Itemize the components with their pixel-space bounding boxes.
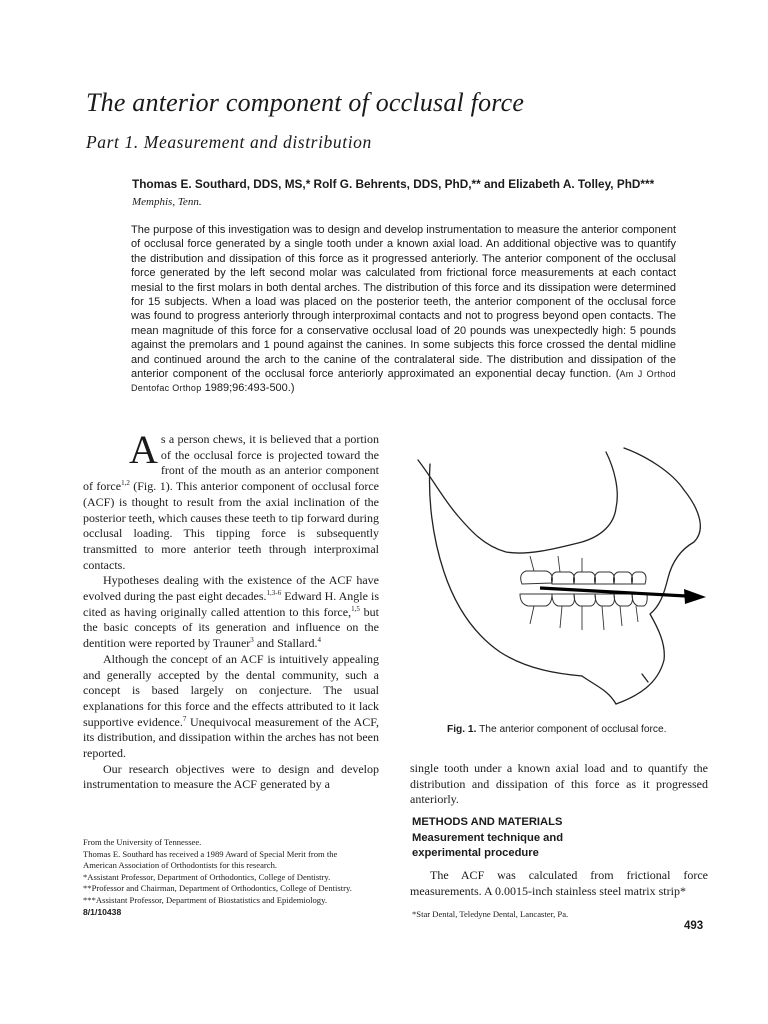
subsection-heading-line: Measurement technique and xyxy=(412,832,564,844)
section-heading: METHODS AND MATERIALS xyxy=(412,816,563,828)
article-code: 8/1/10438 xyxy=(83,906,122,917)
author-list: Thomas E. Southard, DDS, MS,* Rolf G. Behrents, DDS, PhD,** and Elizabeth A. Tolley, PhD*** xyxy=(132,177,655,191)
article-subtitle: Part 1. Measurement and distribution xyxy=(86,132,372,152)
intro-text-a: s a person chews, it is believed that a portion of the occlusal force is projected toward the front of the mouth as an anterior component of force xyxy=(83,432,379,494)
body-paragraph: Our research objectives were to design and develop instrumentation to measure the ACF generated by a xyxy=(83,761,379,792)
abstract-text: The purpose of this investigation was to design and develop instrumentation to measure the anterior component of occlusal force generated by a single tooth under a known axial load. An additional objective was to quantify the distribution and dissipation of this force as it progressed anteriorly. The anterior component of the occlusal force generated by the left second molar was calculated from frictional force measurements at each contact mesial to the first molars in both dental arches. The distribution of this force and its dissipation were determined for 15 subjects. When a load was placed on the posterior teeth, the anterior component of the occlusal force was found to progress anteriorly through interproximal contacts and not to progress beyond open contacts. The mean magnitude of this force for a conservative occlusal load of 20 pounds was unexpectedly high: 5 pounds against the premolars and 1 pound against the canines. In some subjects this force crossed the dental midline and continued around the arch to the canine of the contralateral side. The distribution and dissipation of the anterior component of the occlusal force anteriorly approximated an exponential decay function. ( xyxy=(131,224,676,381)
mandible-lower-edge xyxy=(582,676,616,704)
body-left-column xyxy=(83,427,380,793)
body-right-column xyxy=(410,761,708,808)
reference-marker: 1,3-6 xyxy=(266,589,282,598)
subsection-heading xyxy=(412,831,563,861)
paragraph-text: Although the concept of an ACF is intuitively appealing and generally accepted by the dental community, such a concept is based largely on conjecture. The usual explanations for this force and the effects attributed to it lack supportive evidence. xyxy=(83,651,379,729)
article-title: The anterior component of occlusal force xyxy=(86,88,525,117)
drop-cap: A xyxy=(129,427,158,472)
paragraph-text: Unequivocal measurement of the ACF, its distribution, and dissipation within the arches has not been reported. xyxy=(83,714,379,761)
abstract xyxy=(131,223,676,396)
footnotes xyxy=(83,837,383,918)
abstract-citation-journal: Am J Orthod Dentofac Orthop xyxy=(131,369,676,394)
intro-paragraph xyxy=(83,427,379,573)
footnote-line: **Professor and Chairman, Department of Orthodontics, College of Dentistry. xyxy=(83,883,352,894)
paragraph-text: Edward H. Angle is cited as having originally called attention to this force, xyxy=(83,589,380,619)
footnote-line: ***Assistant Professor, Department of Biostatistics and Epidemiology. xyxy=(83,894,327,905)
footnote-line: Thomas E. Southard has received a 1989 Award of Special Merit from the xyxy=(83,848,338,859)
methods-paragraph: The ACF was calculated from frictional force measurements. A 0.0015-inch stainless steel matrix strip* xyxy=(410,868,708,898)
force-arrow xyxy=(540,588,706,604)
footnote-line: *Assistant Professor, Department of Orthodontics, College of Dentistry. xyxy=(83,871,331,882)
figure-caption-text: The anterior component of occlusal force. xyxy=(476,724,667,735)
paragraph-text: Hypotheses dealing with the existence of the ACF have evolved during the past eight decades. xyxy=(83,573,379,604)
continued-paragraph: single tooth under a known axial load and to quantify the distribution and dissipation of this force as it progressed anteriorly. xyxy=(410,761,708,807)
jaw-figure xyxy=(410,438,710,720)
intro-text-b: (Fig. 1). This anterior component of occlusal force (ACF) is thought to result from the axial inclination of the posterior teeth, which causes these teeth to tip forward during occlusal loading. This tipping force is subsequently transmitted to more anterior teeth through interproximal contacts. xyxy=(83,479,379,572)
reference-marker: 3 xyxy=(250,636,254,645)
reference-marker: 7 xyxy=(182,714,187,723)
body-paragraph xyxy=(83,652,379,762)
paragraph-text: and Stallard. xyxy=(253,636,318,651)
footnote-line: American Association of Orthodontists for this research. xyxy=(83,860,278,871)
reference-marker: 1,5 xyxy=(351,604,360,613)
upper-teeth xyxy=(521,571,646,584)
reference-marker: 4 xyxy=(317,636,321,645)
methods-text xyxy=(410,868,708,899)
page-number: 493 xyxy=(684,920,704,932)
reference-marker: 1,2 xyxy=(121,479,130,488)
product-footnote: *Star Dental, Teledyne Dental, Lancaster, Pa. xyxy=(412,909,569,919)
abstract-citation-rest: 1989;96:493-500.) xyxy=(201,382,295,395)
abstract-paragraph xyxy=(131,223,676,396)
body-paragraph xyxy=(83,573,379,652)
figure-caption xyxy=(447,724,667,735)
figure-label: Fig. 1. xyxy=(447,724,477,735)
paragraph-text: but the basic concepts of its generation and influence on the dentition were reported by Trauner xyxy=(83,604,379,651)
lower-teeth xyxy=(520,594,647,606)
mandible-outline xyxy=(418,448,700,704)
author-affiliation: Memphis, Tenn. xyxy=(132,196,202,208)
footnote-line: From the University of Tennessee. xyxy=(83,837,202,847)
subsection-heading-line: experimental procedure xyxy=(412,847,539,859)
